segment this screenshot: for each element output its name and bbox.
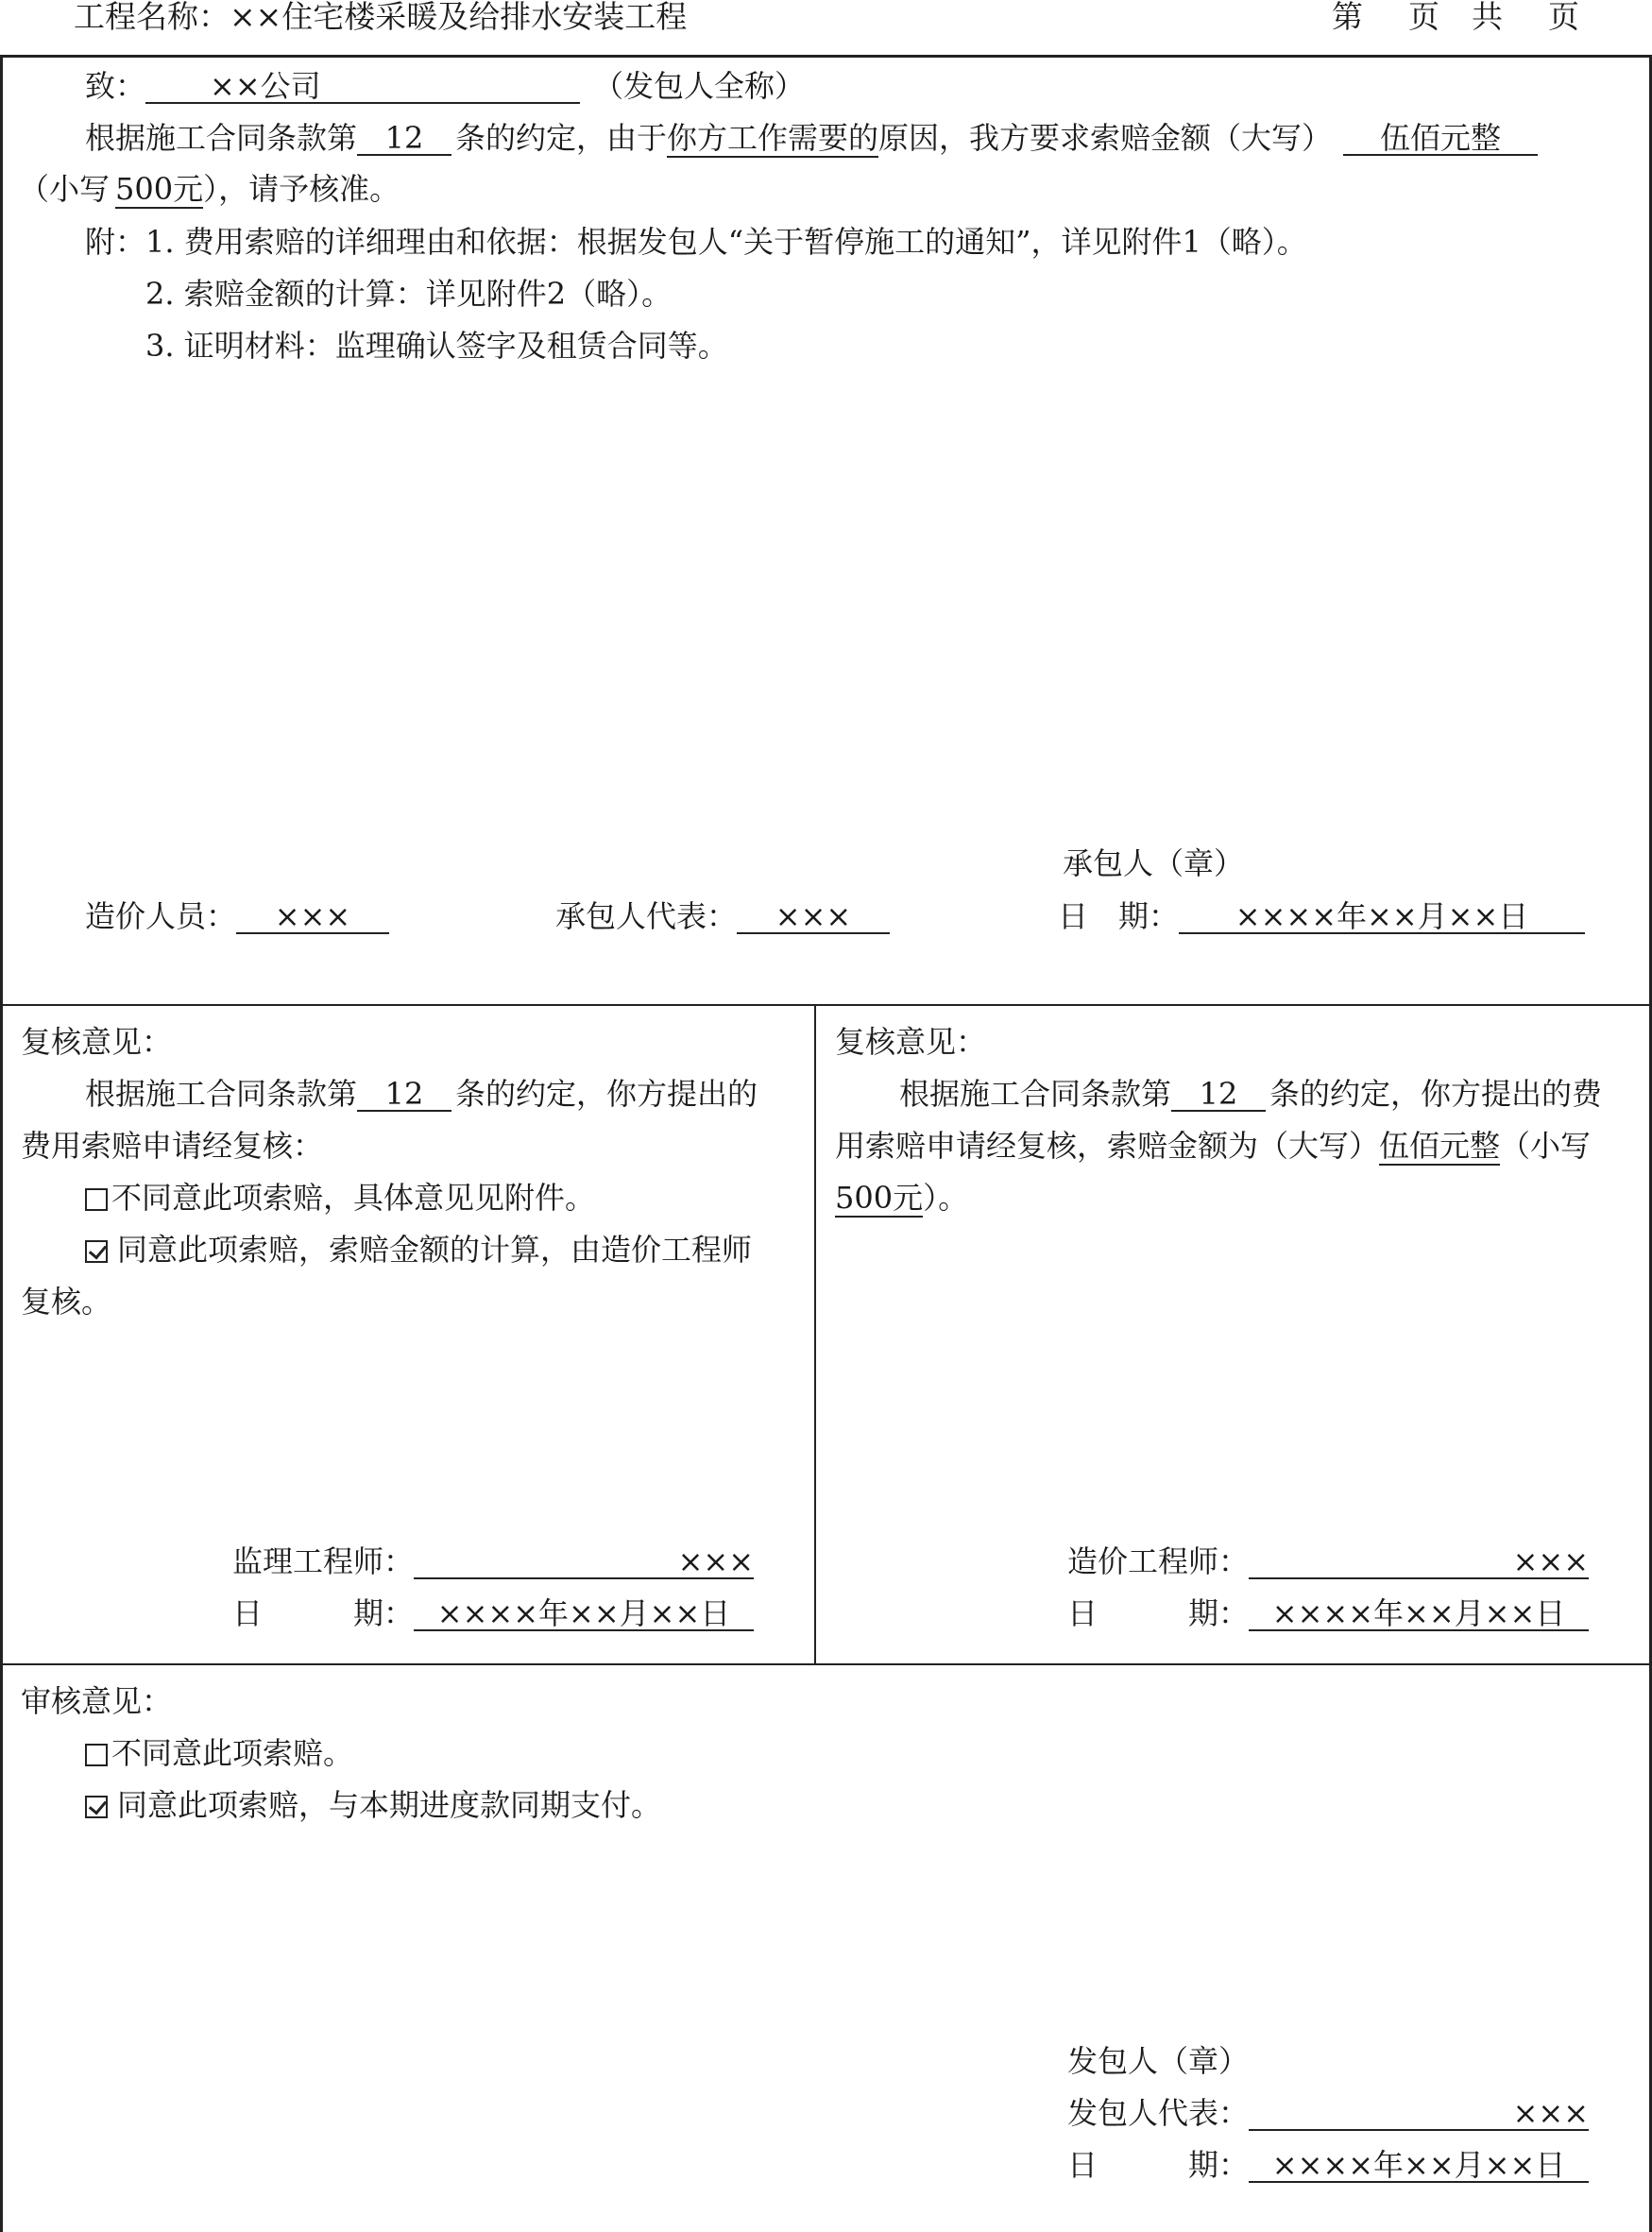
project-label: 工程名称： — [74, 0, 230, 35]
employer-date-field[interactable]: ××××年××月××日 — [1249, 2149, 1589, 2183]
clause-number-field[interactable]: 12 — [357, 122, 451, 156]
review-left-line2: 费用索赔申请经复核： — [21, 1128, 324, 1164]
contractor-date-line: 日 期： ××××年××月××日 — [1058, 897, 1585, 935]
audit-agree-checkbox[interactable] — [85, 1796, 108, 1818]
contractor-date-field[interactable]: ××××年××月××日 — [1179, 900, 1585, 934]
attachment-2: 2. 索赔金额的计算：详见附件2（略）。 — [145, 276, 673, 312]
supervisor-sign-line: 监理工程师： ××× — [232, 1543, 755, 1579]
attachment-3: 3. 证明材料：监理确认签字及租赁合同等。 — [145, 328, 728, 364]
employer-seal: 发包人（章） — [1067, 2043, 1250, 2079]
page-gong: 共 — [1472, 0, 1503, 35]
review-right-title: 复核意见： — [835, 1024, 987, 1060]
review-left-clause-field[interactable]: 12 — [357, 1078, 451, 1112]
audit-option-disagree[interactable]: 不同意此项索赔。 — [85, 1734, 353, 1772]
employer-rep-field[interactable]: ××× — [1249, 2097, 1589, 2131]
section-divider-2 — [0, 1663, 1652, 1665]
claim-reason: 你方工作需要的 — [667, 120, 879, 156]
project-name: ××住宅楼采暖及给排水安装工程 — [230, 0, 688, 35]
to-line: 致： ××公司 （发包人全称） — [85, 68, 806, 104]
supervisor-date-line: 日 期： ××××年××月××日 — [232, 1594, 754, 1632]
contractor-rep-field[interactable]: ××× — [737, 900, 890, 934]
cost-engineer-sign-line: 造价工程师： ××× — [1067, 1543, 1590, 1579]
page-ye-total: 页 — [1548, 0, 1579, 35]
disagree-checkbox[interactable] — [85, 1188, 108, 1211]
audit-option-agree[interactable]: 同意此项索赔，与本期进度款同期支付。 — [85, 1786, 661, 1824]
review-right-line1: 根据施工合同条款第 12 条的约定，你方提出的费 — [899, 1076, 1603, 1112]
audit-disagree-checkbox[interactable] — [85, 1744, 108, 1766]
column-divider — [814, 1004, 816, 1663]
review-left-line1: 根据施工合同条款第 12 条的约定，你方提出的 — [85, 1076, 758, 1112]
agree-checkbox[interactable] — [85, 1240, 108, 1263]
employer-date-line: 日 期： ××××年××月××日 — [1067, 2146, 1589, 2184]
review-right-line2: 用索赔申请经复核，索赔金额为（大写）伍佰元整（小写 — [835, 1128, 1592, 1164]
employer-rep-line: 发包人代表： ××× — [1067, 2095, 1590, 2131]
claim-paragraph-line2: （小写 500元），请予核准。 — [19, 171, 400, 207]
to-field[interactable]: ××公司 — [145, 70, 580, 104]
audit-title: 审核意见： — [21, 1683, 173, 1719]
supervisor-date-field[interactable]: ××××年××月××日 — [414, 1597, 754, 1631]
contractor-seal: 承包人（章） — [1063, 845, 1245, 881]
review-right-amount-upper[interactable]: 伍佰元整 — [1379, 1128, 1501, 1164]
review-left-option-disagree[interactable]: 不同意此项索赔，具体意见见附件。 — [85, 1179, 595, 1217]
cost-staff-field[interactable]: ××× — [236, 900, 389, 934]
review-left-option-agree-cont: 复核。 — [21, 1284, 112, 1320]
contractor-rep-line: 承包人代表： ××× — [555, 897, 890, 935]
page-indicator — [1332, 0, 1579, 36]
page-di: 第 — [1332, 0, 1363, 35]
review-left-option-agree[interactable]: 同意此项索赔，索赔金额的计算，由造价工程师 — [85, 1231, 752, 1269]
attachment-1: 附：1. 费用索赔的详细理由和依据：根据发包人“关于暂停施工的通知”，详见附件1（略）。 — [85, 224, 1307, 260]
section-divider-1 — [0, 1004, 1652, 1006]
review-left-title: 复核意见： — [21, 1024, 173, 1060]
review-right-clause-field[interactable]: 12 — [1171, 1078, 1266, 1112]
cost-staff-line: 造价人员： ××× — [85, 897, 389, 935]
cost-engineer-date-line: 日 期： ××××年××月××日 — [1067, 1594, 1589, 1632]
supervisor-sign-field[interactable]: ××× — [414, 1545, 754, 1579]
project-title — [74, 0, 687, 36]
amount-upper-field[interactable]: 伍佰元整 — [1343, 122, 1538, 156]
cost-engineer-date-field[interactable]: ××××年××月××日 — [1249, 1597, 1589, 1631]
to-hint: （发包人全称） — [593, 68, 806, 104]
review-right-amount-lower[interactable]: 500元 — [835, 1180, 924, 1216]
claim-paragraph-line1: 根据施工合同条款第 12 条的约定，由于你方工作需要的原因，我方要求索赔金额（大写） 伍佰元整 — [85, 119, 1538, 157]
review-right-line3: 500元）。 — [835, 1180, 969, 1216]
amount-lower-field[interactable]: 500元 — [115, 171, 204, 207]
page-ye: 页 — [1408, 0, 1439, 35]
cost-engineer-sign-field[interactable]: ××× — [1249, 1545, 1589, 1579]
